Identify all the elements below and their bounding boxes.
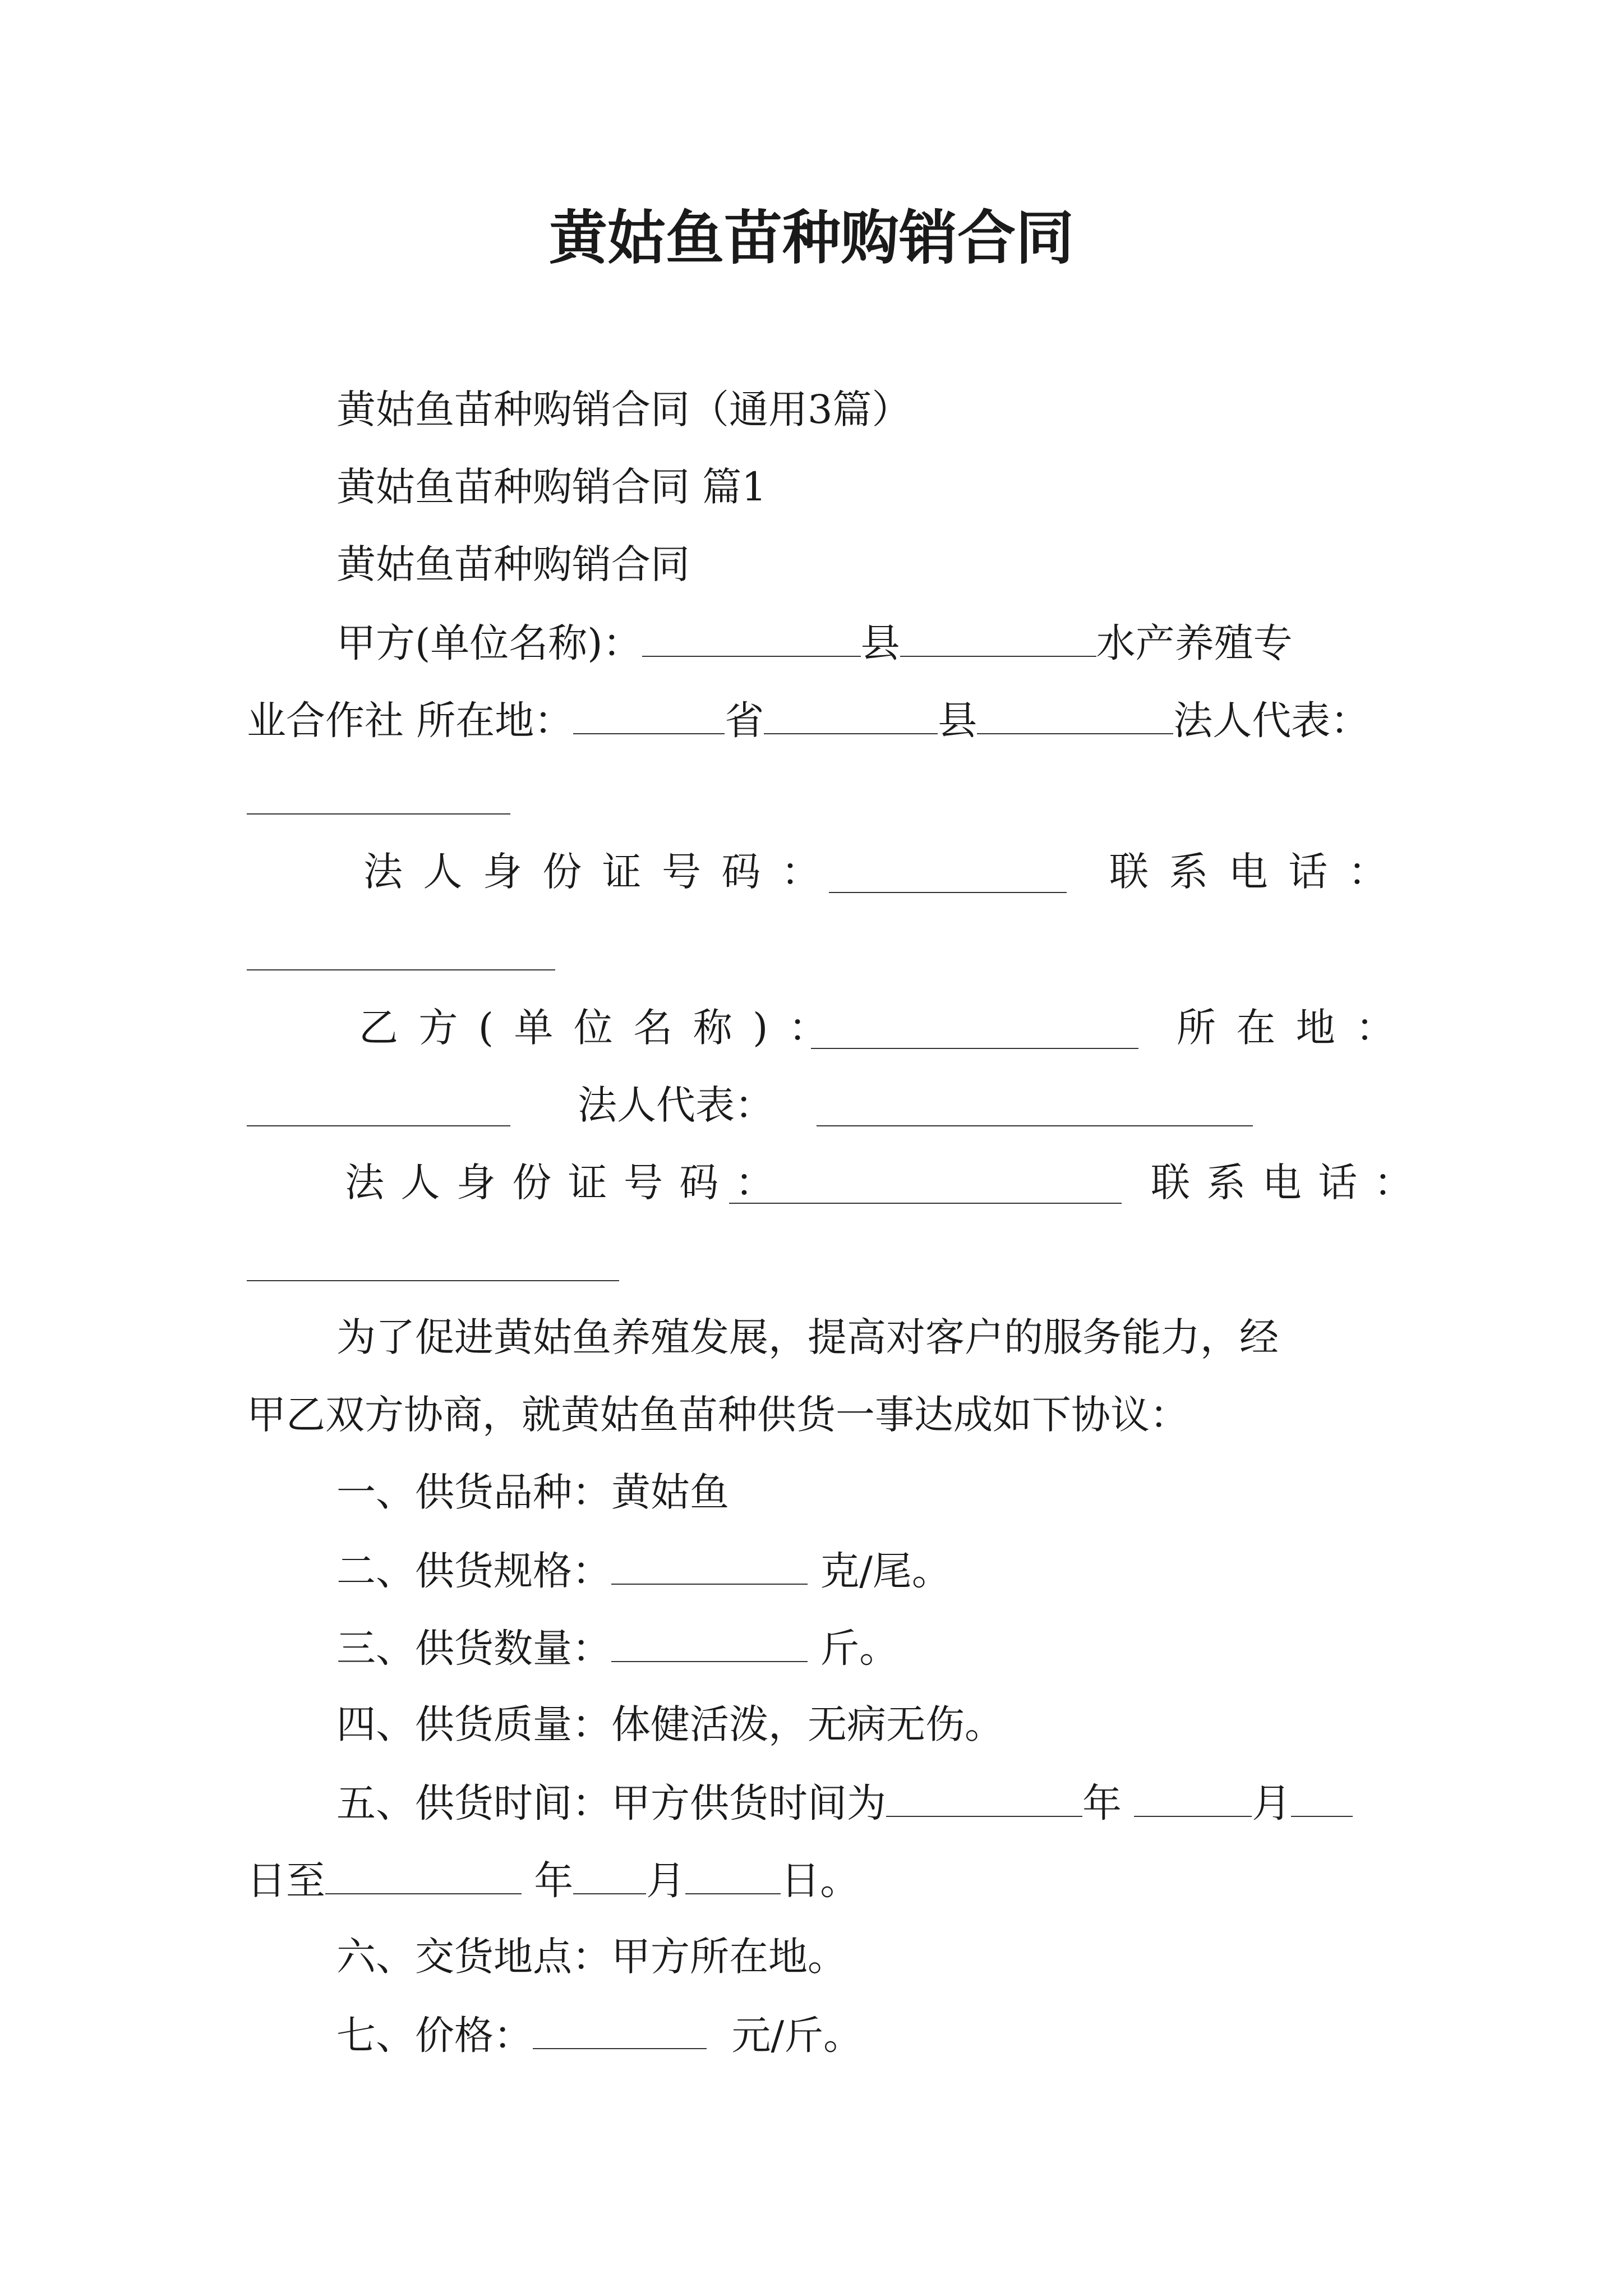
blank-field <box>533 2010 707 2049</box>
party-b-phone-label: 联系电话： <box>1151 1159 1430 1205</box>
party-b-legal-rep-label: 法人代表： <box>578 1082 774 1128</box>
county-label: 县 <box>860 620 900 666</box>
blank-field <box>325 1856 522 1894</box>
blank-field <box>247 813 510 815</box>
month-label: 月 <box>1252 1780 1292 1826</box>
blank-field <box>811 1048 1138 1049</box>
blank-field <box>642 618 861 657</box>
time-label: 五、供货时间：甲方供货时间为 <box>336 1780 886 1826</box>
coop-suffix: 业合作社 <box>247 697 404 744</box>
blank-field <box>247 1125 510 1126</box>
party-b-name-label: 乙方(单位名称)： <box>359 1005 849 1051</box>
spec-unit: 克/尾。 <box>820 1548 951 1594</box>
blank-field <box>573 1856 646 1894</box>
blank-field <box>247 1280 619 1281</box>
party-b-id-label: 法人身份证号码： <box>345 1159 791 1205</box>
document-title: 黄姑鱼苗种购销合同 <box>548 204 1074 272</box>
item-quality: 四、供货质量：体健活泼，无病无伤。 <box>336 1701 1004 1747</box>
party-a-id-label: 法人身份证号码： <box>363 849 841 895</box>
party-a-name-label: 甲方(单位名称)： <box>336 620 642 666</box>
party-a-line2 <box>247 696 1370 744</box>
coop-label: 水产养殖专 <box>1096 620 1293 666</box>
party-a-line1 <box>336 618 1293 667</box>
blank-field <box>817 1125 1253 1126</box>
item-spec <box>336 1546 951 1595</box>
item-variety: 一、供货品种：黄姑鱼 <box>336 1469 729 1515</box>
subtitle: 黄姑鱼苗种购销合同（通用3篇） <box>336 386 911 432</box>
item-time <box>336 1778 1353 1827</box>
party-a-phone-label: 联系电话： <box>1109 849 1408 895</box>
blank-field <box>1134 1778 1252 1817</box>
day-to-label: 日至 <box>247 1857 325 1904</box>
intro-line2: 甲乙双方协商，就黄姑鱼苗种供货一事达成如下协议： <box>247 1392 1189 1438</box>
intro-line1: 为了促进黄姑鱼养殖发展，提高对客户的服务能力，经 <box>336 1314 1279 1360</box>
location-label: 所在地： <box>416 697 574 744</box>
month2-label: 月 <box>646 1857 686 1904</box>
qty-unit: 斤。 <box>820 1625 899 1672</box>
year-label: 年 <box>1082 1780 1122 1826</box>
part-heading: 黄姑鱼苗种购销合同 篇1 <box>336 464 767 510</box>
item-place: 六、交货地点：甲方所在地。 <box>336 1934 847 1980</box>
blank-field <box>685 1856 781 1894</box>
party-b-location-label: 所在地： <box>1177 1005 1415 1051</box>
blank-field <box>829 892 1067 893</box>
price-unit: 元/斤。 <box>731 2012 863 2059</box>
blank-field <box>977 696 1173 734</box>
blank-field <box>611 1623 808 1662</box>
item-price <box>336 2010 863 2059</box>
blank-field <box>247 969 555 970</box>
blank-field <box>1291 1778 1353 1817</box>
qty-label: 三、供货数量： <box>336 1625 611 1672</box>
day-end-label: 日。 <box>781 1857 860 1904</box>
spec-label: 二、供货规格： <box>336 1548 611 1594</box>
legal-rep-label: 法人代表： <box>1173 697 1370 744</box>
blank-field <box>764 696 938 734</box>
province-label: 省 <box>725 697 764 744</box>
blank-field <box>729 1203 1122 1204</box>
item-time-cont <box>247 1856 859 1904</box>
blank-field <box>573 696 725 734</box>
price-label: 七、价格： <box>336 2012 533 2059</box>
county2-label: 县 <box>938 697 978 744</box>
item-qty <box>336 1623 898 1672</box>
inner-title: 黄姑鱼苗种购销合同 <box>336 541 690 587</box>
blank-field <box>900 618 1096 657</box>
blank-field <box>886 1778 1082 1817</box>
blank-field <box>611 1546 808 1585</box>
year2-label: 年 <box>534 1857 574 1904</box>
